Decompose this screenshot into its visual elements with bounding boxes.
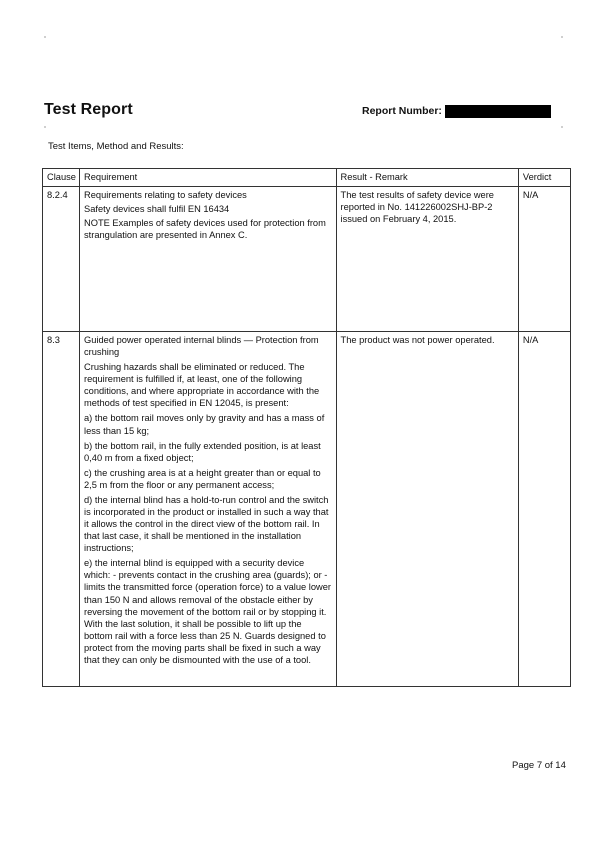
table-row: [43, 332, 571, 687]
requirement-line: a) the bottom rail moves only by gravity and has a mass of less than 15 kg;: [84, 413, 325, 436]
scan-mark: [44, 36, 46, 38]
result-cell: The test results of safety device were reported in No. 141226002SHJ-BP-2 issued on February 4, 2015.: [336, 187, 518, 332]
redacted-report-number: [445, 105, 551, 118]
verdict-cell: N/A: [518, 187, 570, 332]
header-clause: Clause: [43, 169, 80, 187]
requirement-line: c) the crushing area is at a height greater than or equal to 2,5 m from the floor or any permanent access;: [84, 467, 321, 490]
clause-cell: 8.2.4: [43, 187, 80, 332]
requirement-line: Crushing hazards shall be eliminated or reduced. The requirement is fulfilled if, at least, one of the following conditions, and where appropriate in accordance with the methods of test specified in EN 12045, is present:: [84, 362, 320, 409]
scan-mark: [561, 126, 563, 128]
page-title: Test Report: [44, 101, 133, 118]
verdict-cell: N/A: [518, 332, 570, 687]
requirement-cell: [80, 332, 337, 687]
requirement-line: d) the internal blind has a hold-to-run control and the switch is incorporated in the product or installed in such a way that it allows the control in the direct view of the bottom rail. In that last case, it shall be mentioned in the installation instructions;: [84, 494, 329, 554]
scan-mark: [44, 126, 46, 128]
requirement-line: Safety devices shall fulfil EN 16434: [84, 204, 230, 215]
scan-mark: [561, 36, 563, 38]
requirement-line: e) the internal blind is equipped with a security device which: - prevents contact in the crushing area (guards); or - limits the transmitted force (operation force) to a value lower than 150 N and allows removal of the obstacle either by reversing the movement of the bottom rail or by stopping it. With the last solution, it shall be possible to lift up the bottom rail with a force less than 25 N. Guards designed to protect from the moving parts shall be fixed in such a way that they can only be dismounted with the use of a tool.: [84, 558, 332, 665]
report-number-label: Report Number:: [362, 105, 442, 117]
clause-cell: 8.3: [43, 332, 80, 687]
results-table: [42, 168, 571, 687]
requirement-line: NOTE Examples of safety devices used for protection from strangulation are presented in Annex C.: [84, 218, 326, 241]
requirement-line: Guided power operated internal blinds — Protection from crushing: [84, 335, 319, 358]
requirement-line: Requirements relating to safety devices: [84, 190, 247, 200]
requirement-cell: [80, 187, 337, 332]
section-heading: Test Items, Method and Results:: [48, 141, 184, 152]
page-number: Page 7 of 14: [512, 760, 566, 771]
header-verdict: Verdict: [518, 169, 570, 187]
table-row: [43, 187, 571, 332]
header-requirement: Requirement: [80, 169, 337, 187]
header-result-remark: Result - Remark: [336, 169, 518, 187]
requirement-line: b) the bottom rail, in the fully extended position, is at least 0,40 m from a fixed object;: [84, 440, 321, 463]
result-cell: The product was not power operated.: [336, 332, 518, 687]
table-header-row: [43, 169, 571, 187]
